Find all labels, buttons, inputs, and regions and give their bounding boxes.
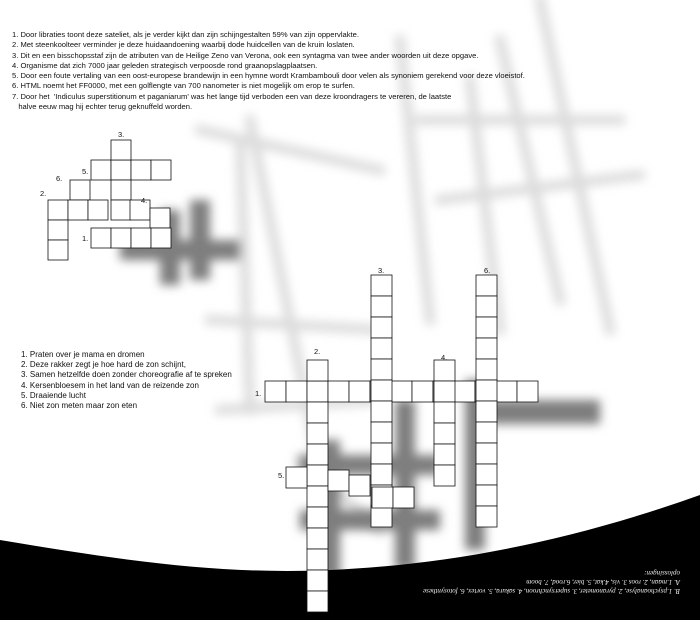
cell[interactable] — [371, 443, 392, 464]
answers-line-a: A. 1.maan, 2. roos 3. vis, 4.kat, 5. bier, 6.rood, 7. boom — [526, 578, 680, 586]
cell[interactable] — [476, 401, 497, 422]
big-number-1: 1. — [255, 389, 262, 398]
cell[interactable] — [434, 381, 455, 402]
cell[interactable] — [476, 275, 497, 296]
cell[interactable] — [476, 359, 497, 380]
cell[interactable] — [286, 381, 307, 402]
cell[interactable] — [371, 296, 392, 317]
cell[interactable] — [307, 507, 328, 528]
clue-top-7-cont: halve eeuw mag hij echter terug geknuffeld worden. — [12, 102, 193, 112]
cell[interactable] — [371, 275, 392, 296]
clue-top-4: 4. Organisme dat zich 7000 jaar geleden strategisch verpoosde rond graanopslagplaatsen. — [12, 60, 318, 70]
cell[interactable] — [434, 444, 455, 465]
big-number-3: 3. — [378, 266, 385, 275]
clue-bottom-1: 1. Praten over je mama en dromen — [21, 350, 145, 359]
clue-bottom-4: 4. Kersenbloesem in het land van de reizende zon — [21, 380, 199, 390]
cell[interactable] — [307, 591, 328, 612]
cell[interactable] — [476, 506, 497, 527]
cell[interactable] — [517, 381, 538, 402]
cell[interactable] — [434, 465, 455, 486]
cell[interactable] — [307, 381, 328, 402]
cell[interactable] — [371, 317, 392, 338]
cell[interactable] — [328, 381, 349, 402]
cell[interactable] — [496, 381, 517, 402]
cell[interactable] — [265, 381, 286, 402]
answers-line-b: B. 1.psychoanalyse, 2. pyranometer, 3. supersynchroon, 4. sakura, 5. vortex, 6. fotosynthese — [423, 587, 680, 595]
clue-bottom-3: 3. Samen hetzelfde doen zonder choreografie af te spreken — [21, 370, 232, 380]
small-number-2: 2. — [40, 189, 47, 198]
clue-bottom-6: 6. Niet zon meten maar zon eten — [21, 401, 138, 411]
cell[interactable] — [307, 360, 328, 381]
cell[interactable] — [349, 475, 370, 496]
small-number-5: 5. — [82, 167, 89, 176]
big-number-4: 4. — [441, 353, 448, 362]
cell[interactable] — [307, 570, 328, 591]
cell[interactable] — [393, 487, 414, 508]
cell[interactable] — [307, 402, 328, 423]
answers-heading: oplossingen: — [644, 569, 680, 577]
clue-top-2: 2. Met steenkoolteer verminder je deze huidaandoening waarbij dode huidcellen van de kruin loslaten. — [12, 40, 355, 50]
clue-top-6: 6. HTML noemt het FF0000, met een golflengte van 700 nanometer is niet mogelijk om erop te surfen. — [12, 81, 355, 91]
cell[interactable] — [476, 380, 497, 401]
cell[interactable] — [307, 549, 328, 570]
answers-upside-down — [420, 568, 680, 595]
clue-top-1: 1. Door libraties toont deze sateliet, als je verder kijkt dan zijn schijngestalten 59% van zijn oppervlakte. — [12, 30, 359, 39]
big-number-5: 5. — [278, 471, 285, 480]
cell[interactable] — [434, 360, 455, 381]
cell[interactable] — [454, 381, 475, 402]
big-number-6: 6. — [484, 266, 491, 275]
clue-bottom-5: 5. Draaiende lucht — [21, 390, 86, 400]
cell[interactable] — [371, 506, 392, 527]
clue-top-3: 3. Dit en een bisschopsstaf zijn de atributen van de Heilige Zeno van Verona, ook een syntagma van twee ander woorden uit deze opgave. — [12, 50, 479, 60]
cell[interactable] — [286, 467, 307, 488]
cell[interactable] — [372, 487, 393, 508]
cell[interactable] — [307, 444, 328, 465]
cell[interactable] — [391, 381, 412, 402]
small-number-1: 1. — [82, 234, 89, 243]
cell[interactable] — [476, 296, 497, 317]
cell[interactable] — [371, 401, 392, 422]
clue-top-7: 7. Door het 'Indiculus superstitionum et paganiarum' was het lange tijd verboden een van deze kroondragers te vereren, de laatste — [12, 91, 452, 101]
cell[interactable] — [434, 423, 455, 444]
cell[interactable] — [476, 464, 497, 485]
cell[interactable] — [371, 422, 392, 443]
small-number-3: 3. — [118, 130, 125, 139]
cell[interactable] — [307, 528, 328, 549]
clue-top-5: 5. Door een foute vertaling van een oost-europese brandewijn in een hymne wordt Krambambouli door velen als synoniem gerekend voor deze vloeistof. — [12, 71, 525, 81]
cell[interactable] — [476, 443, 497, 464]
cell[interactable] — [307, 465, 328, 486]
cell[interactable] — [349, 381, 370, 402]
cell[interactable] — [412, 381, 433, 402]
cell[interactable] — [434, 402, 455, 423]
small-number-6: 6. — [56, 174, 63, 183]
clue-bottom-2: 2. Deze rakker zegt je hoe hard de zon schijnt, — [21, 360, 186, 370]
cell[interactable] — [307, 486, 328, 507]
cell[interactable] — [476, 338, 497, 359]
cell[interactable] — [476, 485, 497, 506]
cell[interactable] — [328, 470, 349, 491]
small-number-4: 4. — [141, 196, 148, 205]
crossword-large-cells — [265, 275, 538, 612]
cell[interactable] — [371, 338, 392, 359]
cell[interactable] — [371, 380, 392, 401]
cell[interactable] — [307, 423, 328, 444]
big-number-2: 2. — [314, 347, 321, 356]
cell[interactable] — [371, 359, 392, 380]
cell[interactable] — [476, 317, 497, 338]
cell[interactable] — [476, 422, 497, 443]
cell[interactable] — [371, 464, 392, 485]
